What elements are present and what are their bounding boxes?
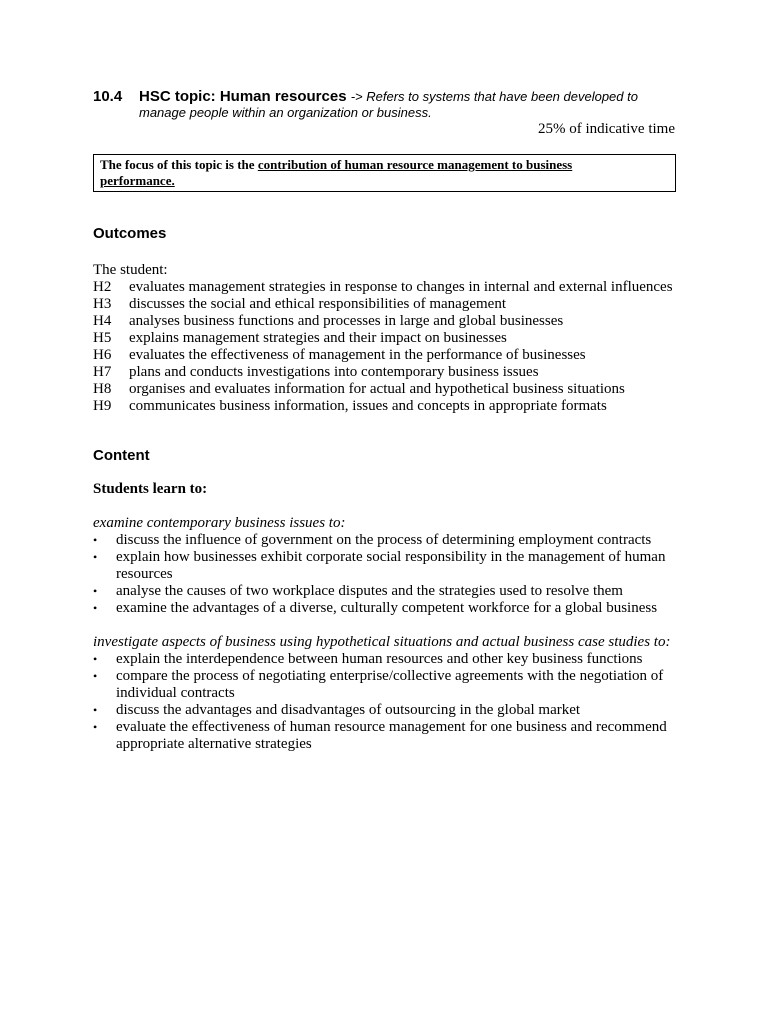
- indicative-time: 25% of indicative time: [537, 121, 675, 137]
- bullet-item: [93, 651, 683, 668]
- bullet-icon: •: [93, 720, 98, 734]
- outcome-item: [93, 398, 683, 415]
- outcome-code: H8: [93, 381, 112, 397]
- content-group: [93, 515, 683, 617]
- topic-number: 10.4: [93, 88, 123, 105]
- outcome-text: discusses the social and ethical responsibilities of management: [129, 296, 506, 312]
- bullet-icon: •: [93, 550, 98, 564]
- bullet-icon: •: [93, 584, 98, 598]
- bullet-icon: •: [93, 669, 98, 683]
- outcome-item: [93, 313, 683, 330]
- bullet-item: [93, 583, 683, 600]
- topic-description-line1: -> Refers to systems that have been developed to: [350, 89, 638, 104]
- outcome-code: H7: [93, 364, 112, 380]
- bullet-text: evaluate the effectiveness of human resource management for one business and recommend appropriate alternative strategies: [116, 719, 667, 752]
- outcome-item: [93, 381, 683, 398]
- bullet-item: [93, 549, 683, 583]
- bullet-icon: •: [93, 601, 98, 615]
- bullet-item: [93, 600, 683, 617]
- outcome-item: [93, 347, 683, 364]
- focus-box: [93, 154, 676, 192]
- outcome-item: [93, 296, 683, 313]
- focus-underlined-line2: performance.: [100, 173, 175, 188]
- outcome-text: evaluates management strategies in response to changes in internal and external influences: [129, 279, 673, 295]
- outcome-text: explains management strategies and their impact on businesses: [129, 330, 507, 346]
- outcome-code: H9: [93, 398, 112, 414]
- outcome-item: [93, 330, 683, 347]
- bullet-text: explain the interdependence between human resources and other key business functions: [116, 651, 643, 667]
- outcome-text: analyses business functions and processes in large and global businesses: [129, 313, 564, 329]
- topic-title: HSC topic: Human resources: [139, 88, 347, 105]
- bullet-text: explain how businesses exhibit corporate social responsibility in the management of human resources: [116, 549, 666, 582]
- outcome-text: communicates business information, issues and concepts in appropriate formats: [129, 398, 607, 414]
- bullet-icon: •: [93, 652, 98, 666]
- outcome-code: H5: [93, 330, 112, 346]
- outcome-code: H2: [93, 279, 112, 295]
- content-groups: [93, 515, 683, 753]
- content-title: Content: [93, 447, 150, 464]
- outcome-text: evaluates the effectiveness of management in the performance of businesses: [129, 347, 586, 363]
- bullet-icon: •: [93, 533, 98, 547]
- outcomes-title: Outcomes: [93, 225, 167, 242]
- bullet-item: [93, 702, 683, 719]
- outcome-list: [93, 279, 683, 415]
- topic-description-line2: manage people within an organization or business.: [139, 105, 432, 120]
- content-group: [93, 634, 683, 753]
- bullet-text: analyse the causes of two workplace disputes and the strategies used to resolve them: [116, 583, 623, 599]
- content-subtitle: Students learn to:: [93, 481, 208, 497]
- outcome-item: [93, 279, 683, 296]
- outcome-code: H6: [93, 347, 112, 363]
- document-page: [93, 88, 683, 753]
- bullet-text: discuss the advantages and disadvantages of outsourcing in the global market: [116, 702, 581, 718]
- bullet-item: [93, 719, 683, 753]
- bullet-item: [93, 532, 683, 549]
- outcome-text: plans and conducts investigations into contemporary business issues: [129, 364, 539, 380]
- group-intro: investigate aspects of business using hypothetical situations and actual business case studies to:: [93, 634, 671, 650]
- bullet-text: discuss the influence of government on the process of determining employment contracts: [116, 532, 652, 548]
- outcome-text: organises and evaluates information for actual and hypothetical business situations: [129, 381, 625, 397]
- focus-prefix: The focus of this topic is the: [100, 157, 258, 172]
- focus-underlined-line1: contribution of human resource management to business: [257, 157, 573, 172]
- outcomes-lead: The student:: [93, 262, 168, 278]
- bullet-text: examine the advantages of a diverse, culturally competent workforce for a global business: [116, 600, 658, 616]
- outcome-code: H3: [93, 296, 112, 312]
- topic-heading: [93, 88, 683, 120]
- group-intro: examine contemporary business issues to:: [93, 515, 346, 531]
- bullet-item: [93, 668, 683, 702]
- bullet-icon: •: [93, 703, 98, 717]
- outcome-code: H4: [93, 313, 112, 329]
- bullet-text: compare the process of negotiating enterprise/collective agreements with the negotiation of individual contracts: [116, 668, 664, 701]
- outcome-item: [93, 364, 683, 381]
